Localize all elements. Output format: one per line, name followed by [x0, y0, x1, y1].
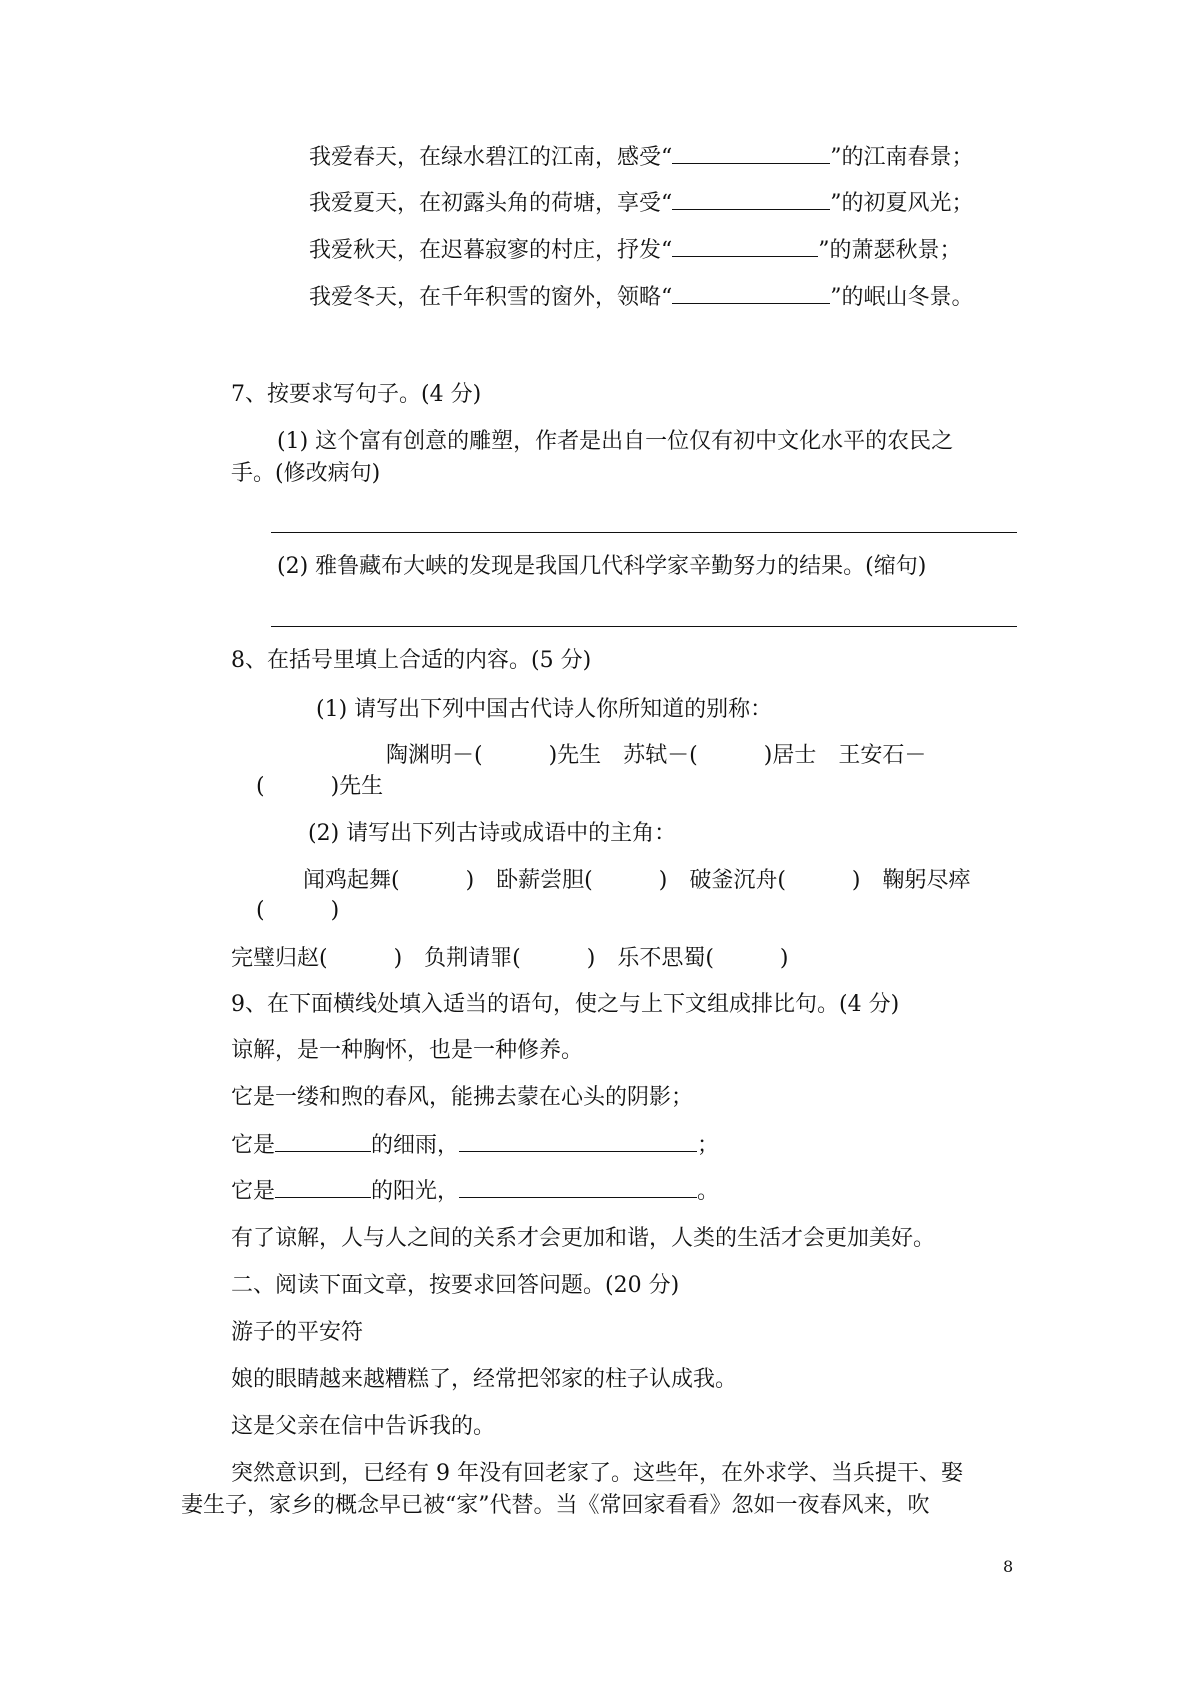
q9-line3 [231, 1131, 719, 1161]
q8-title: 8、在括号里填上合适的内容。(5 分) [231, 648, 592, 673]
story-line2: 这是父亲在信中告诉我的。 [231, 1414, 496, 1439]
q9-line3-blank1[interactable] [275, 1131, 371, 1152]
spring-text-a: 我爱春天，在绿水碧江的江南，感受“ [309, 145, 673, 170]
autumn-blank[interactable] [672, 236, 818, 257]
summer-line [309, 189, 974, 219]
spring-line [309, 143, 974, 173]
q9-title: 9、在下面横线处填入适当的语句，使之与上下文组成排比句。(4 分) [231, 992, 900, 1017]
story-title: 游子的平安符 [231, 1320, 364, 1345]
q8-poets-line1: 陶渊明－( )先生 苏轼－( )居士 王安石－ [386, 743, 927, 768]
q9-line3-text-a: 它是 [231, 1133, 276, 1158]
q7-part2: (2) 雅鲁藏布大峡的发现是我国几代科学家辛勤努力的结果。(缩句) [277, 554, 927, 579]
q8-idioms-line3: 完璧归赵( ) 负荆请罪( ) 乐不思蜀( ) [231, 946, 789, 971]
winter-text-a: 我爱冬天，在千年积雪的窗外，领略“ [309, 285, 673, 310]
story-paragraph-line2: 妻生子，家乡的概念早已被“家”代替。当《常回家看看》忽如一夜春风来，吹 [181, 1493, 930, 1518]
story-line1: 娘的眼睛越来越糟糕了，经常把邻家的柱子认成我。 [231, 1367, 738, 1392]
story-paragraph-line1: 突然意识到，已经有 9 年没有回老家了。这些年，在外求学、当兵提干、娶 [231, 1461, 963, 1486]
q8-poets-line2: ( )先生 [256, 774, 384, 799]
q9-line4-text-b: 的阳光， [371, 1179, 460, 1204]
q7-part1-line2: 手。(修改病句) [231, 461, 381, 486]
q9-line3-text-c: ； [697, 1133, 720, 1158]
q8-idioms-line1: 闻鸡起舞( ) 卧薪尝胆( ) 破釜沉舟( ) 鞠躬尽瘁 [303, 868, 971, 893]
q9-line2: 它是一缕和煦的春风，能拂去蒙在心头的阴影； [231, 1085, 694, 1110]
summer-blank[interactable] [672, 189, 830, 210]
autumn-text-a: 我爱秋天，在迟暮寂寥的村庄，抒发“ [309, 238, 673, 263]
q9-line4 [231, 1177, 719, 1207]
spring-blank[interactable] [672, 143, 830, 164]
summer-text-a: 我爱夏天，在初露头角的荷塘，享受“ [309, 191, 673, 216]
q9-line1: 谅解，是一种胸怀，也是一种修养。 [231, 1038, 584, 1063]
q7-part1-line1: (1) 这个富有创意的雕塑，作者是出自一位仅有初中文化水平的农民之 [277, 429, 954, 454]
winter-text-b: ”的岷山冬景。 [830, 285, 974, 310]
spring-text-b: ”的江南春景； [830, 145, 974, 170]
q9-line4-text-c: 。 [697, 1179, 720, 1204]
q8-idioms-line2: ( ) [256, 898, 340, 923]
summer-text-b: ”的初夏风光； [830, 191, 974, 216]
q9-line4-text-a: 它是 [231, 1179, 276, 1204]
q7-part2-answer-line[interactable] [271, 626, 1017, 627]
q9-line4-blank2[interactable] [459, 1177, 697, 1198]
winter-blank[interactable] [672, 283, 830, 304]
winter-line [309, 283, 974, 313]
q7-title: 7、按要求写句子。(4 分) [231, 382, 482, 407]
q9-line4-blank1[interactable] [275, 1177, 371, 1198]
page-number: 8 [1003, 1557, 1014, 1576]
q9-line5: 有了谅解，人与人之间的关系才会更加和谐，人类的生活才会更加美好。 [231, 1226, 936, 1251]
autumn-line [309, 236, 962, 266]
q9-line3-text-b: 的细雨， [371, 1133, 460, 1158]
reading-title: 二、阅读下面文章，按要求回答问题。(20 分) [231, 1273, 680, 1298]
q8-part1: (1) 请写出下列中国古代诗人你所知道的别称： [316, 697, 773, 722]
q8-part2: (2) 请写出下列古诗或成语中的主角： [308, 821, 677, 846]
q9-line3-blank2[interactable] [459, 1131, 697, 1152]
autumn-text-b: ”的萧瑟秋景； [818, 238, 962, 263]
q7-part1-answer-line[interactable] [271, 532, 1017, 533]
